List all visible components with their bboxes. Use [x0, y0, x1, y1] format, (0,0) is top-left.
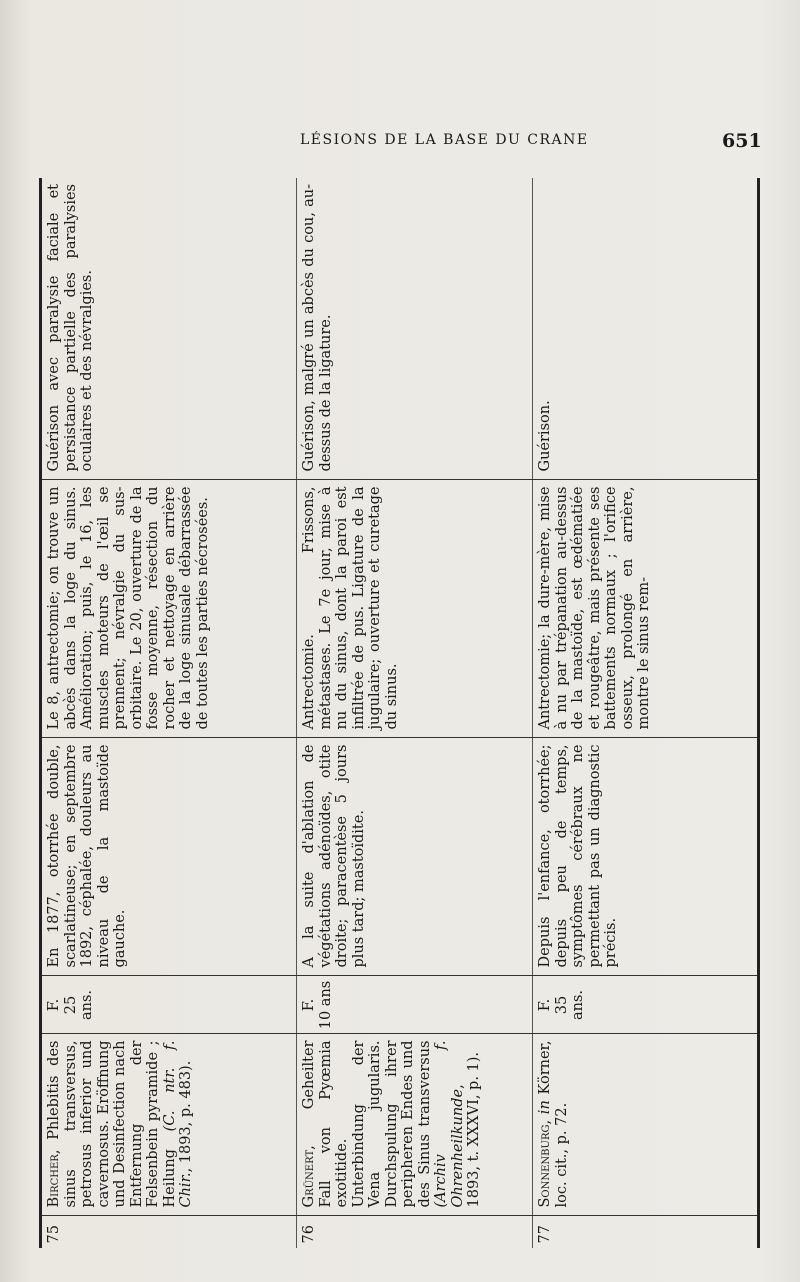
case-source — [41, 1034, 297, 1216]
age: 25 ans. — [62, 989, 95, 1021]
sex-age — [297, 976, 533, 1034]
case-history: Depuis l'enfance, otorrhée; depuis peu de temps, symptômes cérébraux ne permettant pas un diagnostic précis. — [533, 738, 759, 976]
case-number: 75 — [46, 1225, 62, 1244]
case-source — [297, 1034, 533, 1216]
case-result: Guérison, malgré un abcès du cou, au-dessus de la ligature. — [297, 178, 533, 480]
source-text: Phlebitis des sinus transversus, petrosus inferior und cavernosus. Eröffnung und Desinfection nach Entfernung der Felsenbein pyramide ; Heilung — [46, 1040, 178, 1208]
case-number: 77 — [537, 1225, 553, 1244]
case-table — [39, 178, 760, 1248]
sex: F. — [301, 998, 317, 1012]
age: 10 ans — [317, 980, 334, 1030]
case-number: 76 — [301, 1225, 317, 1244]
case-treatment: Antrectomie; la dure-mère, mise à nu par trépanation au-dessus de la mastoïde, est œdématiée et rougeâtre, mais présente ses battements normaux ; l'orifice osseux, prolongé en arrière, montre le sinus rem- — [533, 480, 759, 738]
table-row — [297, 178, 533, 1248]
case-history: A la suite d'ablation de végétations adénoïdes, otite droite; paracentèse 5 jours plus tard; mastoïdite. — [297, 738, 533, 976]
sex-age — [41, 976, 297, 1034]
author-name: Sonnenburg, — [537, 1119, 553, 1208]
source-tail: , 1893, t. XXXVI, p. 1). — [449, 1051, 482, 1208]
running-head: LÉSIONS DE LA BASE DU CRANE — [300, 132, 589, 148]
sex: F. — [46, 998, 62, 1012]
case-treatment: Le 8, antrectomie; on trouve un abcès dans la loge du sinus. Amélioration; puis, le 16, les muscles moteurs de l'œil se prennent; névralgie du sus-orbitaire. Le 20, ouverture de la fosse moyenne, résection du rocher et nettoyage en arrière de la loge sinusale débarrassée de toutes les parties nécrosées. — [41, 480, 297, 738]
source-text: Geheilter Fall von Pyœmia exotitide. Unterbindung der Vena jugularis. Durchspulung ihrer peripheren Endes und des Sinus transversus — [301, 1040, 433, 1208]
case-treatment: Antrectomie. Frissons, métastases. Le 7e jour, mise à nu du sinus, dont la paroi est infiltrée de pus. Ligature de la jugulaire; ouverture et curetage du sinus. — [297, 480, 533, 738]
sex: F. — [537, 998, 553, 1012]
author-name: Bircher, — [46, 1149, 62, 1208]
case-result: Guérison avec paralysie faciale et persistance partielle des paralysies oculaires et des névralgies. — [41, 178, 297, 480]
source-journal: (Archiv f. Ohrenheilkunde — [433, 1040, 466, 1208]
page-number: 651 — [722, 130, 762, 152]
table-row — [533, 178, 759, 1248]
case-history: En 1877, otorrhée double, scarlatineuse; en septembre 1892, céphalée, douleurs au niveau de la mastoïde gauche. — [41, 738, 297, 976]
case-source — [533, 1034, 759, 1216]
table-row — [41, 178, 297, 1248]
source-journal: (C. ntr. f. Chir. — [161, 1040, 194, 1208]
source-journal: in — [537, 1100, 553, 1115]
age: 35 ans. — [553, 989, 586, 1021]
source-text — [537, 1114, 553, 1120]
case-result: Guérison. — [533, 178, 759, 480]
author-name: Grünert, — [301, 1145, 317, 1208]
rotated-table-wrapper — [39, 178, 757, 1248]
source-tail: Körner, loc. cit., p. 72. — [537, 1040, 570, 1208]
sex-age — [533, 976, 759, 1034]
source-tail: , 1893, p. 483). — [178, 1060, 194, 1173]
